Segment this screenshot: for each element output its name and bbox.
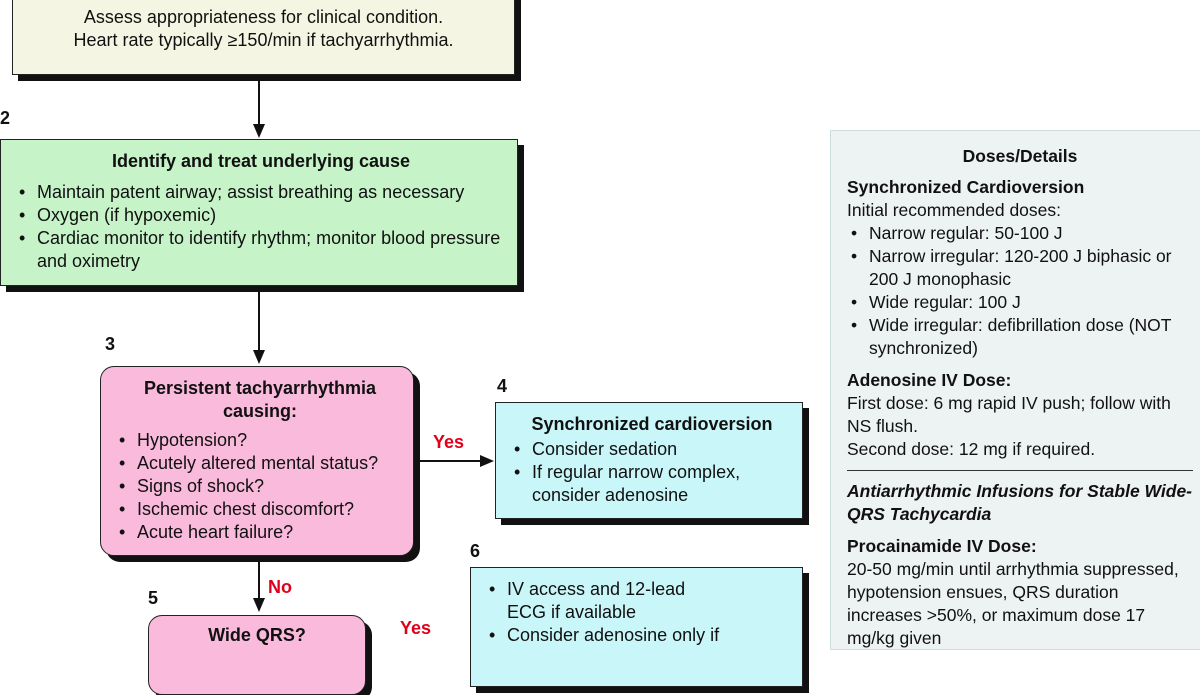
box-persistent-tachyarrhythmia — [100, 366, 414, 556]
adenosine-line: First dose: 6 mg rapid IV push; follow with NS flush. — [847, 393, 1171, 436]
box-title: Persistent tachyarrhythmia causing: — [143, 378, 377, 421]
step-number: 3 — [105, 334, 116, 354]
antiarrhythmic-title: Antiarrhythmic Infusions for Stable Wide-QRS Tachycardia — [847, 481, 1193, 524]
arrow-head — [253, 350, 265, 364]
list-item: • Cardiac monitor to identify rhythm; monitor blood pressure and oximetry — [15, 227, 507, 273]
yes-label: Yes — [433, 432, 465, 452]
list-item: • Narrow irregular: 120-200 J biphasic or 200 J monophasic — [847, 245, 1193, 291]
list-item: • If regular narrow complex, consider adenosine — [510, 461, 794, 507]
procainamide-title: Procainamide IV Dose: — [847, 536, 1037, 556]
box-title: Wide QRS? — [208, 625, 306, 645]
list-item: • Oxygen (if hypoxemic) — [15, 204, 507, 227]
assess-line: Assess appropriateness for clinical condition. — [83, 7, 444, 27]
arrow-line — [414, 460, 482, 462]
yes-label: Yes — [400, 618, 432, 638]
box-title: Identify and treat underlying cause — [111, 151, 411, 171]
arrow-line — [258, 75, 260, 125]
arrow-line — [258, 556, 260, 601]
panel-title: Doses/Details — [962, 146, 1078, 166]
no-label: No — [268, 577, 292, 597]
box-underlying-cause — [0, 139, 518, 286]
list-item: • Maintain patent airway; assist breathing as necessary — [15, 181, 507, 204]
arrow-head — [480, 455, 494, 467]
step-number: 5 — [148, 588, 159, 608]
sync-intro: Initial recommended doses: — [847, 200, 1061, 220]
list-item: • Wide regular: 100 J — [847, 291, 1193, 314]
procainamide-text: 20-50 mg/min until arrhythmia suppressed, hypotension ensues, QRS duration increases >50%, or maximum dose 17 mg/kg given — [847, 559, 1179, 648]
list-item: • Hypotension? — [115, 429, 405, 452]
box-iv-access — [470, 567, 803, 687]
adenosine-title: Adenosine IV Dose: — [847, 370, 1012, 390]
list-item: • Acutely altered mental status? — [115, 452, 405, 475]
divider — [847, 470, 1193, 471]
arrow-line — [258, 286, 260, 352]
box-assess — [12, 0, 515, 75]
list-item: • Narrow regular: 50-100 J — [847, 222, 1193, 245]
step-number: 2 — [0, 108, 11, 128]
list-item: • Wide irregular: defibrillation dose (NOT synchronized) — [847, 314, 1193, 360]
sync-title: Synchronized Cardioversion — [847, 177, 1085, 197]
list-item: • IV access and 12-lead ECG if available — [485, 578, 794, 624]
assess-line: Heart rate typically ≥150/min if tachyarrhythmia. — [73, 30, 454, 50]
list-item: • Acute heart failure? — [115, 521, 405, 544]
list-item: • Consider adenosine only if — [485, 624, 794, 647]
arrow-head — [253, 598, 265, 612]
list-item: • Signs of shock? — [115, 475, 405, 498]
step-number: 4 — [497, 376, 508, 396]
doses-details-panel — [830, 130, 1200, 650]
box-synchronized-cardioversion — [495, 402, 803, 519]
arrow-head — [253, 124, 265, 138]
adenosine-line: Second dose: 12 mg if required. — [847, 439, 1096, 459]
box-title: Synchronized cardioversion — [531, 414, 773, 434]
list-item: • Ischemic chest discomfort? — [115, 498, 405, 521]
step-number: 6 — [470, 541, 481, 561]
box-wide-qrs — [148, 615, 366, 695]
list-item: • Consider sedation — [510, 438, 794, 461]
